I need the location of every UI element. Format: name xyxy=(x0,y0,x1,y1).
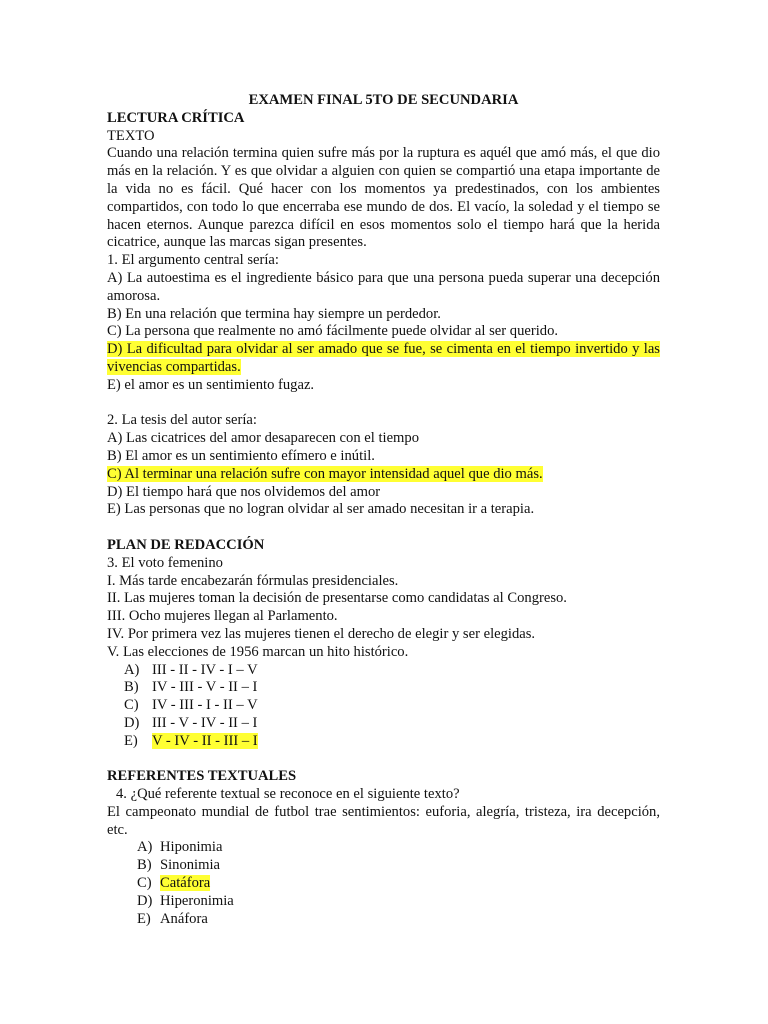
q4-option-d: D) Hiperonimia xyxy=(137,892,234,909)
q3-statement-3: III. Ocho mujeres llegan al Parlamento. xyxy=(107,608,338,625)
q1-option-b: B) En una relación que termina hay siempre un perdedor. xyxy=(107,305,441,322)
highlight: Catáfora xyxy=(160,875,211,892)
q3-statement-4: IV. Por primera vez las mujeres tienen el derecho de elegir y ser elegidas. xyxy=(107,625,536,642)
q3-option-c: C) IV - III - I - II – V xyxy=(124,697,258,714)
q3-statement-2: II. Las mujeres toman la decisión de presentarse como candidatas al Congreso. xyxy=(107,590,567,607)
q3-option-b: B) IV - III - V - II – I xyxy=(124,679,258,696)
question-1: 1. El argumento central sería: xyxy=(107,252,279,269)
q2-option-a: A) Las cicatrices del amor desaparecen con el tiempo xyxy=(107,430,419,447)
document-title: EXAMEN FINAL 5TO DE SECUNDARIA xyxy=(248,92,519,108)
q4-option-c-highlighted: C) Catáfora xyxy=(137,875,211,892)
section-heading-lectura: LECTURA CRÍTICA xyxy=(107,109,245,126)
reading-passage: Cuando una relación termina quien sufre más por la ruptura es aquél que amó más, el que dio más en la relación. Y es que olvidar a alguien con quien se compartió una etapa importante de la vida no es fácil. Qué hacer con los momentos ya predestinados, con los ambientes compartidos, con todo lo que encerraba ese mundo de dos. El vacío, la soledad y el tiempo se hacen eternos. Aunque parezca difícil en esos momentos solo el tiempo hará que la herida cicatrice, aunque las marcas sigan presentes. xyxy=(107,145,660,251)
question-3: 3. El voto femenino xyxy=(107,554,223,571)
q3-statement-1: I. Más tarde encabezarán fórmulas presidenciales. xyxy=(107,572,399,589)
spacer xyxy=(107,395,660,413)
q1-option-e: E) el amor es un sentimiento fugaz. xyxy=(107,376,315,393)
q4-option-e: E) Anáfora xyxy=(137,910,208,927)
q1-option-d-highlighted xyxy=(107,341,660,377)
spacer xyxy=(107,519,660,537)
q3-options xyxy=(107,662,660,751)
q2-option-c-highlighted xyxy=(107,466,660,484)
highlight: C) Al terminar una relación sufre con mayor intensidad aquel que dio más. xyxy=(107,465,543,482)
q2-option-d: D) El tiempo hará que nos olvidemos del amor xyxy=(107,483,381,500)
text-label: TEXTO xyxy=(107,127,155,144)
q2-option-e: E) Las personas que no logran olvidar al ser amado necesitan ir a terapia. xyxy=(107,501,535,518)
q4-options xyxy=(107,839,660,928)
highlight: V - IV - II - III – I xyxy=(152,732,258,749)
q4-option-b: B) Sinonimia xyxy=(137,857,220,874)
q3-option-e-highlighted: E) V - IV - II - III – I xyxy=(124,732,258,749)
section-heading-plan: PLAN DE REDACCIÓN xyxy=(107,536,265,553)
q2-option-b: B) El amor es un sentimiento efímero e inútil. xyxy=(107,447,375,464)
q4-passage: El campeonato mundial de futbol trae sentimientos: euforia, alegría, tristeza, ira decepción, etc. xyxy=(107,803,660,838)
document-content xyxy=(107,92,660,928)
q3-option-d: D) III - V - IV - II – I xyxy=(124,714,258,731)
highlight: D) La dificultad para olvidar al ser amado que se fue, se cimenta en el tiempo invertido y las vivencias compartidas. xyxy=(107,341,660,375)
question-4: 4. ¿Qué referente textual se reconoce en el siguiente texto? xyxy=(116,786,460,803)
question-2: 2. La tesis del autor sería: xyxy=(107,412,257,429)
q3-option-a: A) III - II - IV - I – V xyxy=(124,661,258,678)
q4-option-a: A) Hiponimia xyxy=(137,839,223,856)
q1-option-c: C) La persona que realmente no amó fácilmente puede olvidar al ser querido. xyxy=(107,323,559,340)
q3-statement-5: V. Las elecciones de 1956 marcan un hito histórico. xyxy=(107,643,409,660)
q1-option-a: A) La autoestima es el ingrediente básico para que una persona pueda superar una decepción amorosa. xyxy=(107,269,660,304)
section-heading-referentes: REFERENTES TEXTUALES xyxy=(107,768,297,785)
spacer xyxy=(107,750,660,768)
